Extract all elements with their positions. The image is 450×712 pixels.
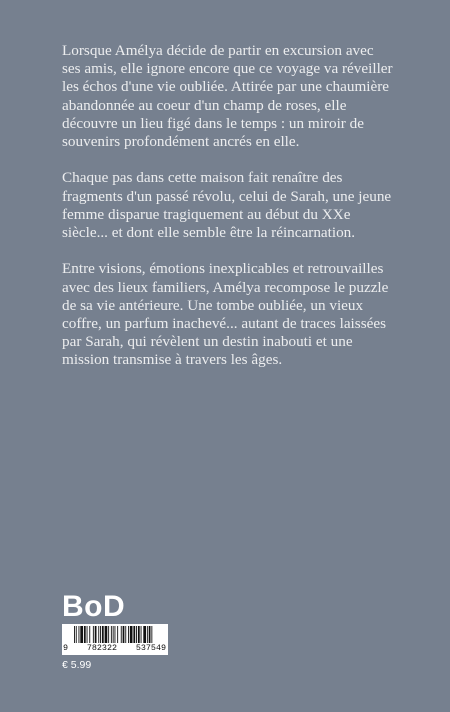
barcode-bar (138, 626, 140, 643)
barcode-bar (93, 626, 94, 643)
barcode-bar (141, 626, 142, 643)
barcode-bar (102, 626, 104, 643)
back-cover-blurb (62, 42, 394, 388)
isbn-right-group: 537549 (135, 643, 166, 653)
isbn-left-group: 782322 (86, 643, 118, 653)
barcode-bar (84, 626, 86, 643)
barcode-bar (133, 626, 135, 643)
barcode-bar (74, 626, 75, 643)
barcode-bar (87, 626, 88, 643)
barcode-bar (115, 626, 116, 643)
isbn-digits (63, 643, 166, 653)
barcode-bar (136, 626, 137, 643)
barcode-bar (98, 626, 99, 643)
price-label: € 5.99 (62, 659, 92, 671)
barcode-bar (113, 626, 114, 643)
barcode-bar (117, 626, 118, 643)
barcode-bar (143, 626, 146, 643)
barcode-bar (125, 626, 126, 643)
barcode-bar (100, 626, 101, 643)
barcode-bar (105, 626, 108, 643)
barcode-bar (89, 626, 90, 643)
barcode-bar (147, 626, 148, 643)
barcode-bar (111, 626, 112, 643)
barcode-bar (79, 626, 80, 643)
publisher-logo: BoD (62, 590, 126, 623)
barcode-bar (128, 626, 129, 643)
barcode-bar (108, 626, 109, 643)
blurb-paragraph-1: Lorsque Amélya décide de partir en excursion avec ses amis, elle ignore encore que ce voyage va réveiller les échos d'une vie oubliée. Attirée par une chaumière abandonnée au coeur d'un champ de roses, elle découvre un lieu figé dans le temps : un miroir de souvenirs profondément ancrés en elle. (62, 42, 393, 151)
barcode-bar (121, 626, 122, 643)
barcode-bar (76, 626, 77, 643)
blurb-paragraph-2: Chaque pas dans cette maison fait renaître des fragments d'un passé révolu, celui de Sarah, une jeune femme disparue tragiquement au début du XXe siècle... et dont elle semble être la réincarnation. (62, 169, 392, 242)
barcode-bar (130, 626, 133, 643)
isbn-prefix-digit: 9 (63, 643, 69, 653)
barcode-bar (80, 626, 83, 643)
barcode-bars (62, 624, 168, 644)
barcode-bar (149, 626, 151, 643)
barcode-bar (151, 626, 152, 643)
barcode-bar (95, 626, 97, 643)
isbn-barcode (62, 624, 168, 655)
blurb-paragraph-3: Entre visions, émotions inexplicables et retrouvailles avec des lieux familiers, Amélya recompose le puzzle de sa vie antérieure. Une tombe oubliée, un vieux coffre, un parfum inachevé... autant de traces laissées par Sarah, qui révèlent un destin inabouti et une mission transmise à travers les âges. (62, 260, 389, 369)
barcode-bar (123, 626, 125, 643)
